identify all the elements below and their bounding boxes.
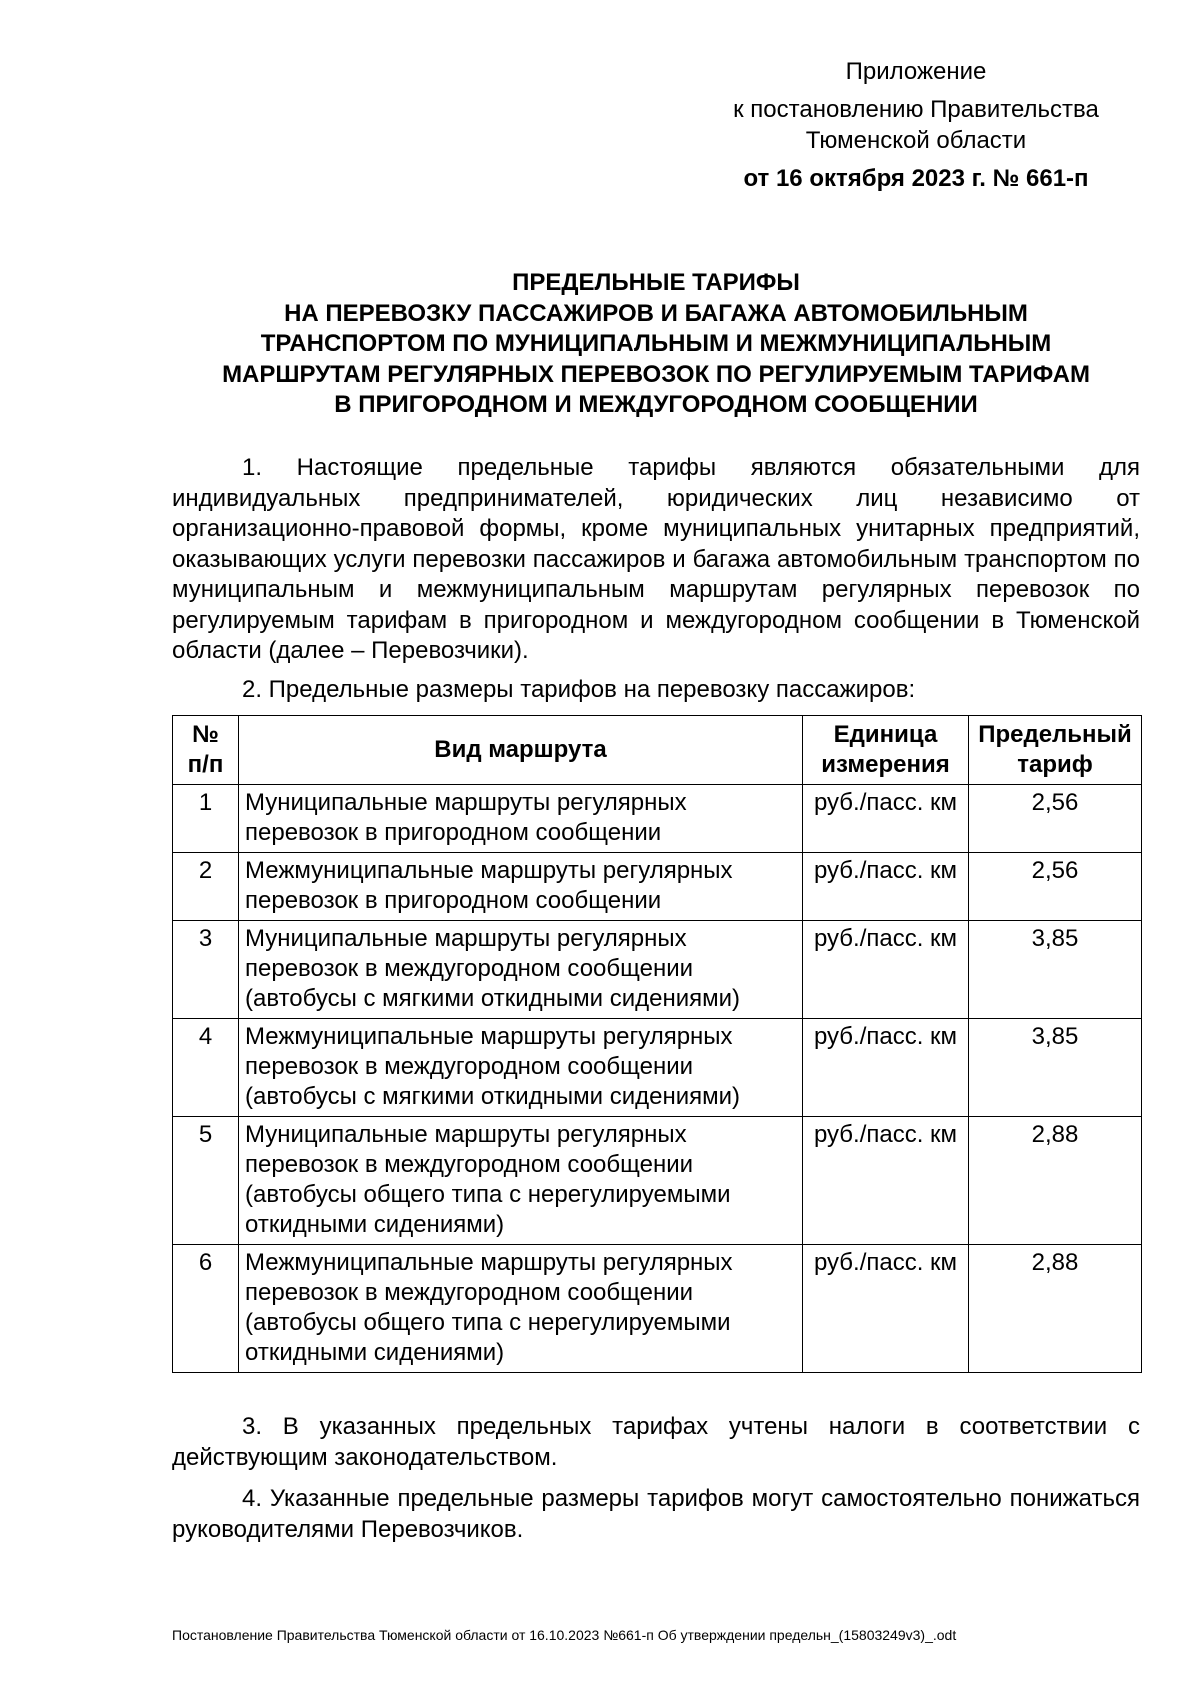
row-unit: руб./пасс. км (803, 1117, 969, 1245)
paragraph-3: 3. В указанных предельных тарифах учтены налоги в соответствии с действующим законодательством. (172, 1413, 1140, 1471)
table-row (173, 1019, 1142, 1117)
appendix-label: Приложение (845, 58, 987, 85)
header-unit: Единица измерения (803, 716, 969, 785)
header-rate: Предельный тариф (969, 716, 1142, 785)
row-route: Межмуниципальные маршруты регулярных перевозок в междугородном сообщении (автобусы с мягкими откидными сидениями) (239, 1019, 803, 1117)
row-num: 3 (173, 921, 239, 1019)
resolution-date-number: от 16 октября 2023 г. № 661-п (743, 165, 1089, 192)
row-unit: руб./пасс. км (803, 853, 969, 921)
header-num: № п/п (173, 716, 239, 785)
document-title (172, 268, 1140, 421)
table-row (173, 1245, 1142, 1373)
appendix-header (696, 56, 1136, 194)
row-route: Муниципальные маршруты регулярных перевозок в междугородном сообщении (автобусы с мягкими откидными сидениями) (239, 921, 803, 1019)
row-rate: 3,85 (969, 1019, 1142, 1117)
title-line: В ПРИГОРОДНОМ И МЕЖДУГОРОДНОМ СООБЩЕНИИ (334, 391, 978, 418)
paragraph-1: 1. Настоящие предельные тарифы являются обязательными для индивидуальных предпринимателей, юридических лиц независимо от организационно-правовой формы, кроме муниципальных унитарных предприятий, оказывающих услуги перевозки пассажиров и багажа автомобильным транспортом по муниципальным и межмуниципальным маршрутам регулярных перевозок по регулируемым тарифам в пригородном и междугородном сообщении в Тюменской области (далее – Перевозчики). (172, 454, 1140, 664)
paragraph-2: 2. Предельные размеры тарифов на перевозку пассажиров: (242, 676, 916, 703)
row-num: 5 (173, 1117, 239, 1245)
row-rate: 2,88 (969, 1245, 1142, 1373)
region-name: Тюменской области (805, 127, 1027, 154)
table-header-row (173, 716, 1142, 785)
header-route: Вид маршрута (239, 716, 803, 785)
table-row (173, 921, 1142, 1019)
title-line: НА ПЕРЕВОЗКУ ПАССАЖИРОВ И БАГАЖА АВТОМОБИЛЬНЫМ (284, 299, 1028, 327)
row-num: 1 (173, 785, 239, 853)
row-num: 4 (173, 1019, 239, 1117)
table-row (173, 785, 1142, 853)
row-num: 6 (173, 1245, 239, 1373)
tariff-table (172, 715, 1142, 1373)
row-rate: 2,56 (969, 785, 1142, 853)
row-unit: руб./пасс. км (803, 1019, 969, 1117)
title-line: ТРАНСПОРТОМ ПО МУНИЦИПАЛЬНЫМ И МЕЖМУНИЦИПАЛЬНЫМ (260, 330, 1052, 357)
row-unit: руб./пасс. км (803, 785, 969, 853)
row-unit: руб./пасс. км (803, 1245, 969, 1373)
table-row (173, 853, 1142, 921)
title-line: ПРЕДЕЛЬНЫЕ ТАРИФЫ (512, 269, 800, 296)
resolution-reference: к постановлению Правительства (733, 96, 1099, 123)
paragraph-4: 4. Указанные предельные размеры тарифов могут самостоятельно понижаться руководителями Перевозчиков. (172, 1485, 1140, 1543)
title-line: МАРШРУТАМ РЕГУЛЯРНЫХ ПЕРЕВОЗОК ПО РЕГУЛИРУЕМЫМ ТАРИФАМ (222, 360, 1090, 388)
row-route: Межмуниципальные маршруты регулярных перевозок в междугородном сообщении (автобусы общего типа с нерегулируемыми откидными сидениями) (239, 1245, 803, 1373)
row-unit: руб./пасс. км (803, 921, 969, 1019)
table-row (173, 1117, 1142, 1245)
row-num: 2 (173, 853, 239, 921)
row-route: Муниципальные маршруты регулярных перевозок в пригородном сообщении (239, 785, 803, 853)
row-rate: 2,56 (969, 853, 1142, 921)
row-route: Межмуниципальные маршруты регулярных перевозок в пригородном сообщении (239, 853, 803, 921)
row-route: Муниципальные маршруты регулярных перевозок в междугородном сообщении (автобусы общего типа с нерегулируемыми откидными сидениями) (239, 1117, 803, 1245)
row-rate: 3,85 (969, 921, 1142, 1019)
footer-file-reference: Постановление Правительства Тюменской области от 16.10.2023 №661-п Об утверждении предельн_(15803249v3)_.odt (172, 1627, 957, 1643)
row-rate: 2,88 (969, 1117, 1142, 1245)
